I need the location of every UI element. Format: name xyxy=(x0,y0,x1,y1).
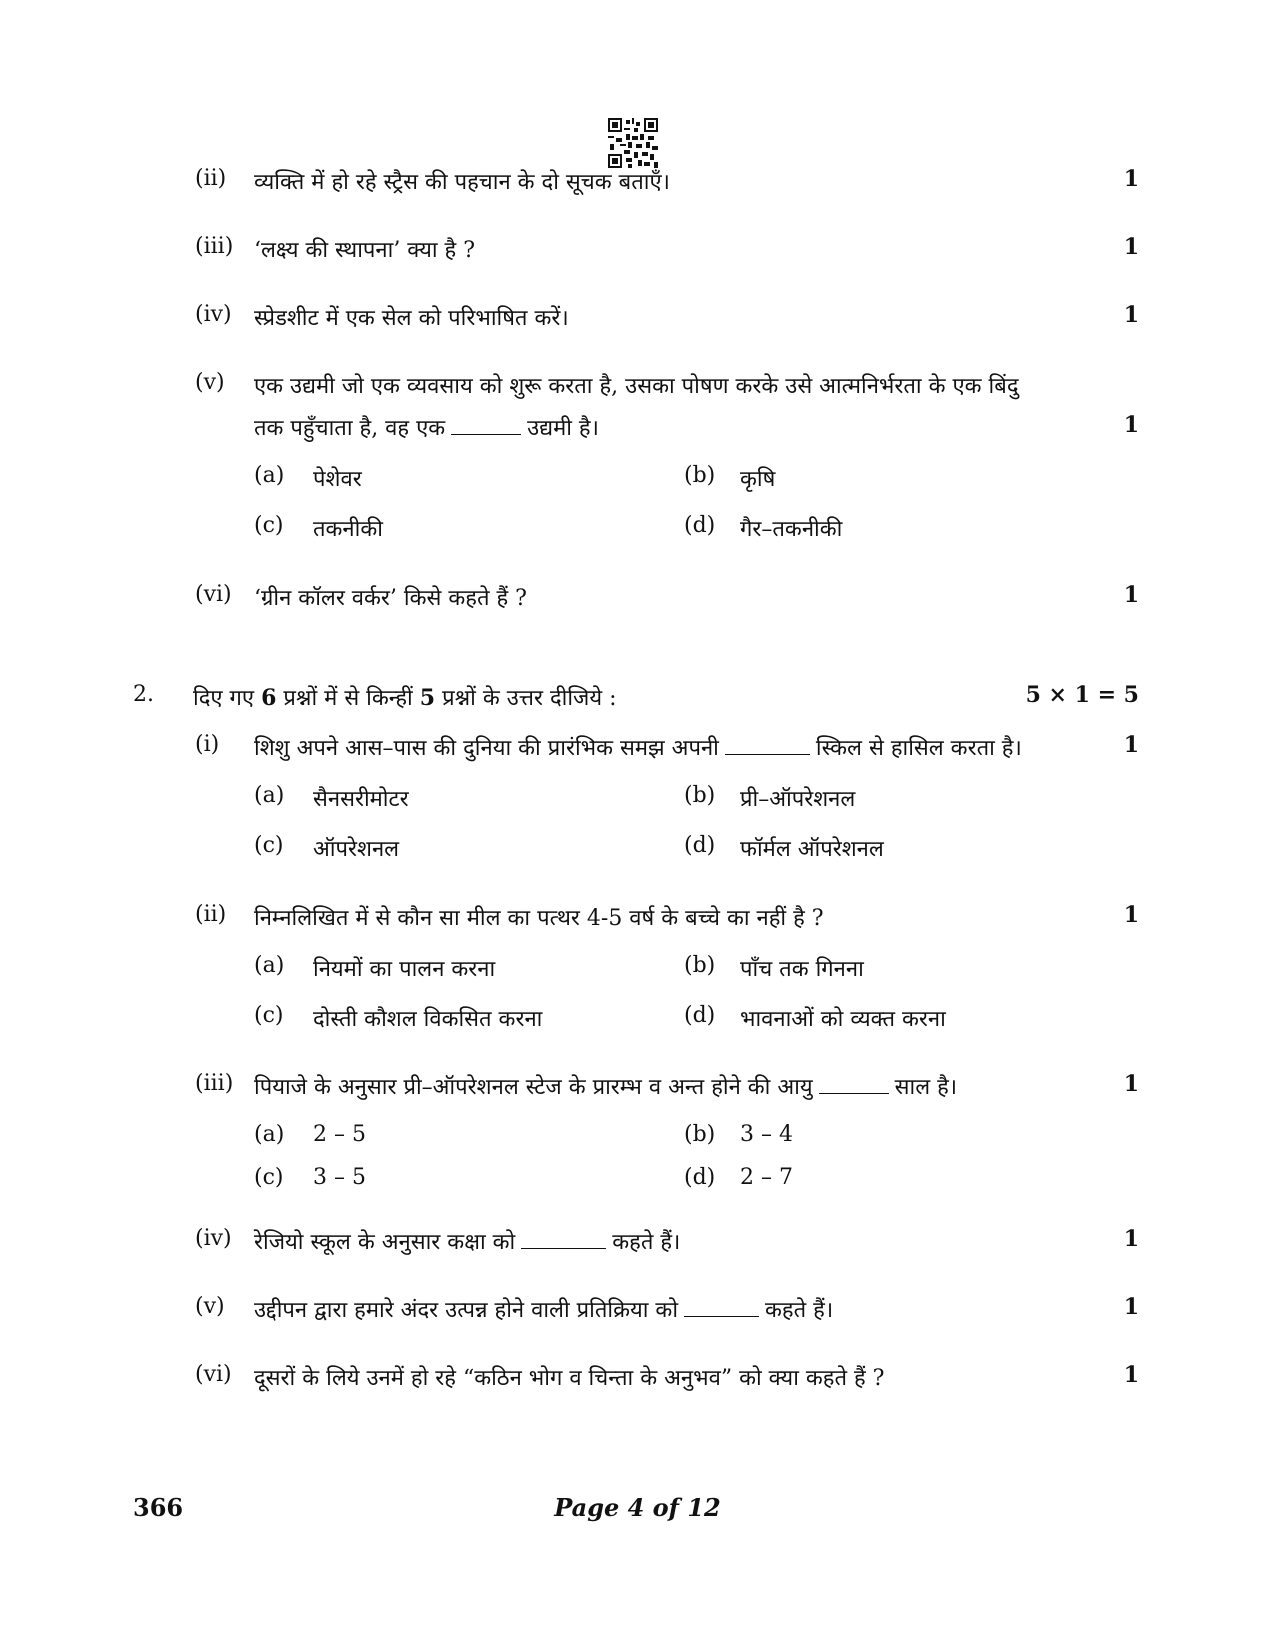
option-text: 3 – 4 xyxy=(740,1122,793,1147)
question-text-line1: एक उद्यमी जो एक व्यवसाय को शुरू करता है, उसका पोषण करके उसे आत्मनिर्भरता के एक बिंदु xyxy=(254,374,1019,399)
header-number: 5 xyxy=(419,685,436,711)
question-text-part: उद्यमी है। xyxy=(527,416,599,441)
question-mark: 1 xyxy=(1123,1294,1139,1320)
question-text xyxy=(254,1294,833,1324)
option-label: (a) xyxy=(254,953,285,978)
question-text-part: स्किल से हासिल करता है। xyxy=(815,736,1022,761)
question-number: (vi) xyxy=(195,582,232,607)
option-label: (b) xyxy=(684,463,716,488)
question-text: दूसरों के लिये उनमें हो रहे “कठिन भोग व चिन्ता के अनुभव” को क्या कहते हैं ? xyxy=(254,1366,885,1391)
question-text: व्यक्ति में हो रहे स्ट्रैस की पहचान के दो सूचक बताएँ। xyxy=(254,170,670,195)
option-label: (a) xyxy=(254,463,285,488)
page-number: Page 4 of 12 xyxy=(554,1493,721,1522)
question-number: (vi) xyxy=(195,1362,232,1387)
option-text: सैनसरीमोटर xyxy=(313,787,409,812)
question-number: (iv) xyxy=(195,302,232,327)
question-text xyxy=(254,1226,680,1256)
question-text-line2 xyxy=(254,412,599,442)
question-header xyxy=(193,682,617,712)
option-text: 3 – 5 xyxy=(313,1165,366,1190)
question-mark: 1 xyxy=(1123,902,1139,928)
option-label: (d) xyxy=(684,1003,716,1028)
option-label: (a) xyxy=(254,783,285,808)
question-text-part: उद्दीपन द्वारा हमारे अंदर उत्पन्न होने वाली प्रतिक्रिया को xyxy=(254,1298,679,1323)
option-label: (c) xyxy=(254,513,284,538)
question-number: (iv) xyxy=(195,1226,232,1251)
question-total-marks: 5 × 1 = 5 xyxy=(1025,682,1139,708)
question-number: (i) xyxy=(195,732,220,757)
question-mark: 1 xyxy=(1123,302,1139,328)
question-text-part: कहते हैं। xyxy=(765,1298,834,1323)
option-label: (c) xyxy=(254,833,284,858)
option-text: दोस्ती कौशल विकसित करना xyxy=(313,1007,543,1032)
option-text: ऑपरेशनल xyxy=(313,837,400,862)
question-mark: 1 xyxy=(1123,1226,1139,1252)
question-mark: 1 xyxy=(1123,1362,1139,1388)
question-number: (v) xyxy=(195,370,225,395)
answer-blank xyxy=(684,1296,759,1317)
option-label: (b) xyxy=(684,1122,716,1147)
question-number: (ii) xyxy=(195,166,227,191)
option-text: गैर–तकनीकी xyxy=(740,517,843,542)
question-text-part: शिशु अपने आस–पास की दुनिया की प्रारंभिक समझ अपनी xyxy=(254,736,719,761)
question-text: निम्नलिखित में से कौन सा मील का पत्थर 4-5 वर्ष के बच्चे का नहीं है ? xyxy=(254,906,824,931)
option-text: 2 – 7 xyxy=(740,1165,793,1190)
answer-blank xyxy=(725,734,810,755)
question-text: ‘ग्रीन कॉलर वर्कर’ किसे कहते हैं ? xyxy=(254,586,527,611)
question-number: (v) xyxy=(195,1294,225,1319)
option-label: (d) xyxy=(684,513,716,538)
option-text: फॉर्मल ऑपरेशनल xyxy=(740,837,884,862)
question-text-part: तक पहुँचाता है, वह एक xyxy=(254,416,446,441)
question-text xyxy=(254,1071,957,1101)
question-mark: 1 xyxy=(1123,582,1139,608)
header-number: 6 xyxy=(261,685,277,711)
option-text: कृषि xyxy=(740,467,776,492)
question-mark: 1 xyxy=(1123,732,1139,758)
question-text-part: कहते हैं। xyxy=(612,1230,681,1255)
answer-blank xyxy=(521,1228,606,1249)
question-text: ‘लक्ष्य की स्थापना’ क्या है ? xyxy=(254,238,475,263)
header-part: दिए गए xyxy=(193,686,255,711)
option-label: (a) xyxy=(254,1122,285,1147)
option-text: पाँच तक गिनना xyxy=(740,957,864,982)
option-text: प्री–ऑपरेशनल xyxy=(740,787,856,812)
option-label: (b) xyxy=(684,783,716,808)
option-label: (c) xyxy=(254,1165,284,1190)
option-label: (b) xyxy=(684,953,716,978)
option-text: नियमों का पालन करना xyxy=(313,957,496,982)
header-part: प्रश्नों के उत्तर दीजिये : xyxy=(442,686,617,711)
option-label: (d) xyxy=(684,833,716,858)
option-label: (c) xyxy=(254,1003,284,1028)
option-text: भावनाओं को व्यक्त करना xyxy=(740,1007,946,1032)
question-mark: 1 xyxy=(1123,412,1139,438)
question-text-part: पियाजे के अनुसार प्री–ऑपरेशनल स्टेज के प्रारम्भ व अन्त होने की आयु xyxy=(254,1075,813,1100)
answer-blank xyxy=(451,414,521,435)
qr-code-icon xyxy=(608,118,658,168)
option-text: 2 – 5 xyxy=(313,1122,366,1147)
answer-blank xyxy=(819,1073,889,1094)
header-part: प्रश्नों में से किन्हीं xyxy=(283,686,413,711)
question-text xyxy=(254,732,1022,762)
option-label: (d) xyxy=(684,1165,716,1190)
question-mark: 1 xyxy=(1123,166,1139,192)
question-number: (ii) xyxy=(195,902,227,927)
question-number: (iii) xyxy=(195,234,234,259)
question-text-part: रेजियो स्कूल के अनुसार कक्षा को xyxy=(254,1230,516,1255)
paper-code: 366 xyxy=(133,1493,184,1522)
option-text: पेशेवर xyxy=(313,467,362,492)
option-text: तकनीकी xyxy=(313,517,383,542)
question-text: स्प्रेडशीट में एक सेल को परिभाषित करें। xyxy=(254,306,569,331)
question-mark: 1 xyxy=(1123,234,1139,260)
question-text-part: साल है। xyxy=(894,1075,958,1100)
question-number-main: 2. xyxy=(133,682,154,707)
question-number: (iii) xyxy=(195,1071,234,1096)
question-mark: 1 xyxy=(1123,1071,1139,1097)
